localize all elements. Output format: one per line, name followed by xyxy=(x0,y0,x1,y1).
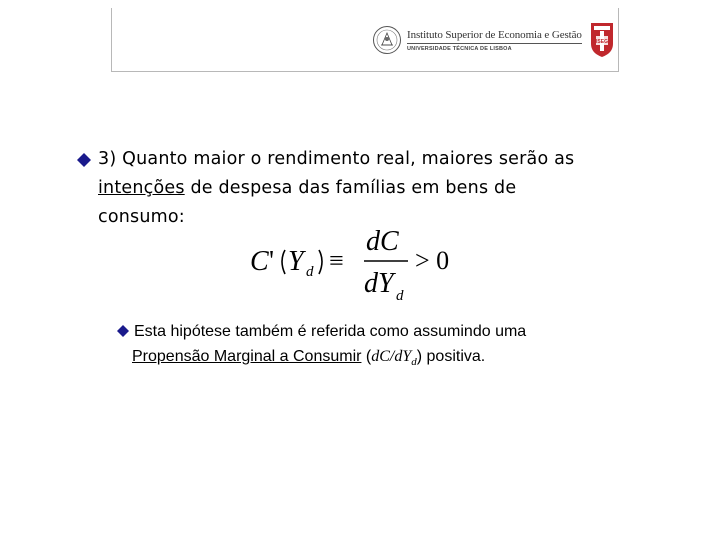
formula-rhs: > 0 xyxy=(415,246,450,275)
main-point-line2: de despesa das famílias em bens de xyxy=(190,178,517,198)
sub-point-line1: Esta hipótese também é referida como assumindo uma xyxy=(134,323,527,340)
formula-arg: Y xyxy=(288,246,304,277)
sub-point-paren-open: ( xyxy=(361,348,372,365)
sub-point-tail: positiva. xyxy=(422,348,486,365)
diamond-bullet-icon xyxy=(77,153,91,167)
formula-arg-sub: d xyxy=(306,264,314,280)
main-point-line1: 3) Quanto maior o rendimento real, maiores serão as xyxy=(98,149,575,169)
shield-text: ISEG xyxy=(595,39,608,45)
sub-point-paren-close: ) xyxy=(416,348,423,365)
main-point-underlined: intenções xyxy=(98,178,185,198)
formula-prime: ' xyxy=(269,246,275,277)
sub-point-ratio: dC/dY xyxy=(371,348,412,365)
formula xyxy=(250,222,470,306)
logo-divider xyxy=(407,43,582,44)
sub-point-ratio-sub: d xyxy=(411,356,417,369)
shield-icon xyxy=(590,22,614,58)
sub-point-underlined: Propensão Marginal a Consumir xyxy=(132,348,362,365)
formula-numerator: dC xyxy=(366,226,399,257)
main-point xyxy=(98,145,672,232)
diamond-bullet-icon xyxy=(117,325,129,337)
institution-name: Instituto Superior de Economia e Gestão xyxy=(407,28,582,41)
institution-text xyxy=(407,29,582,52)
formula-denominator: dY xyxy=(364,268,394,299)
formula-equiv: ≡ xyxy=(329,246,344,275)
formula-c: C xyxy=(250,246,269,277)
main-point-line3: consumo: xyxy=(98,207,185,227)
seal-icon xyxy=(372,25,402,55)
sub-point xyxy=(134,319,654,375)
institution-logo xyxy=(372,22,614,58)
formula-den-sub: d xyxy=(396,288,404,304)
university-name: UNIVERSIDADE TÉCNICA DE LISBOA xyxy=(407,45,512,52)
